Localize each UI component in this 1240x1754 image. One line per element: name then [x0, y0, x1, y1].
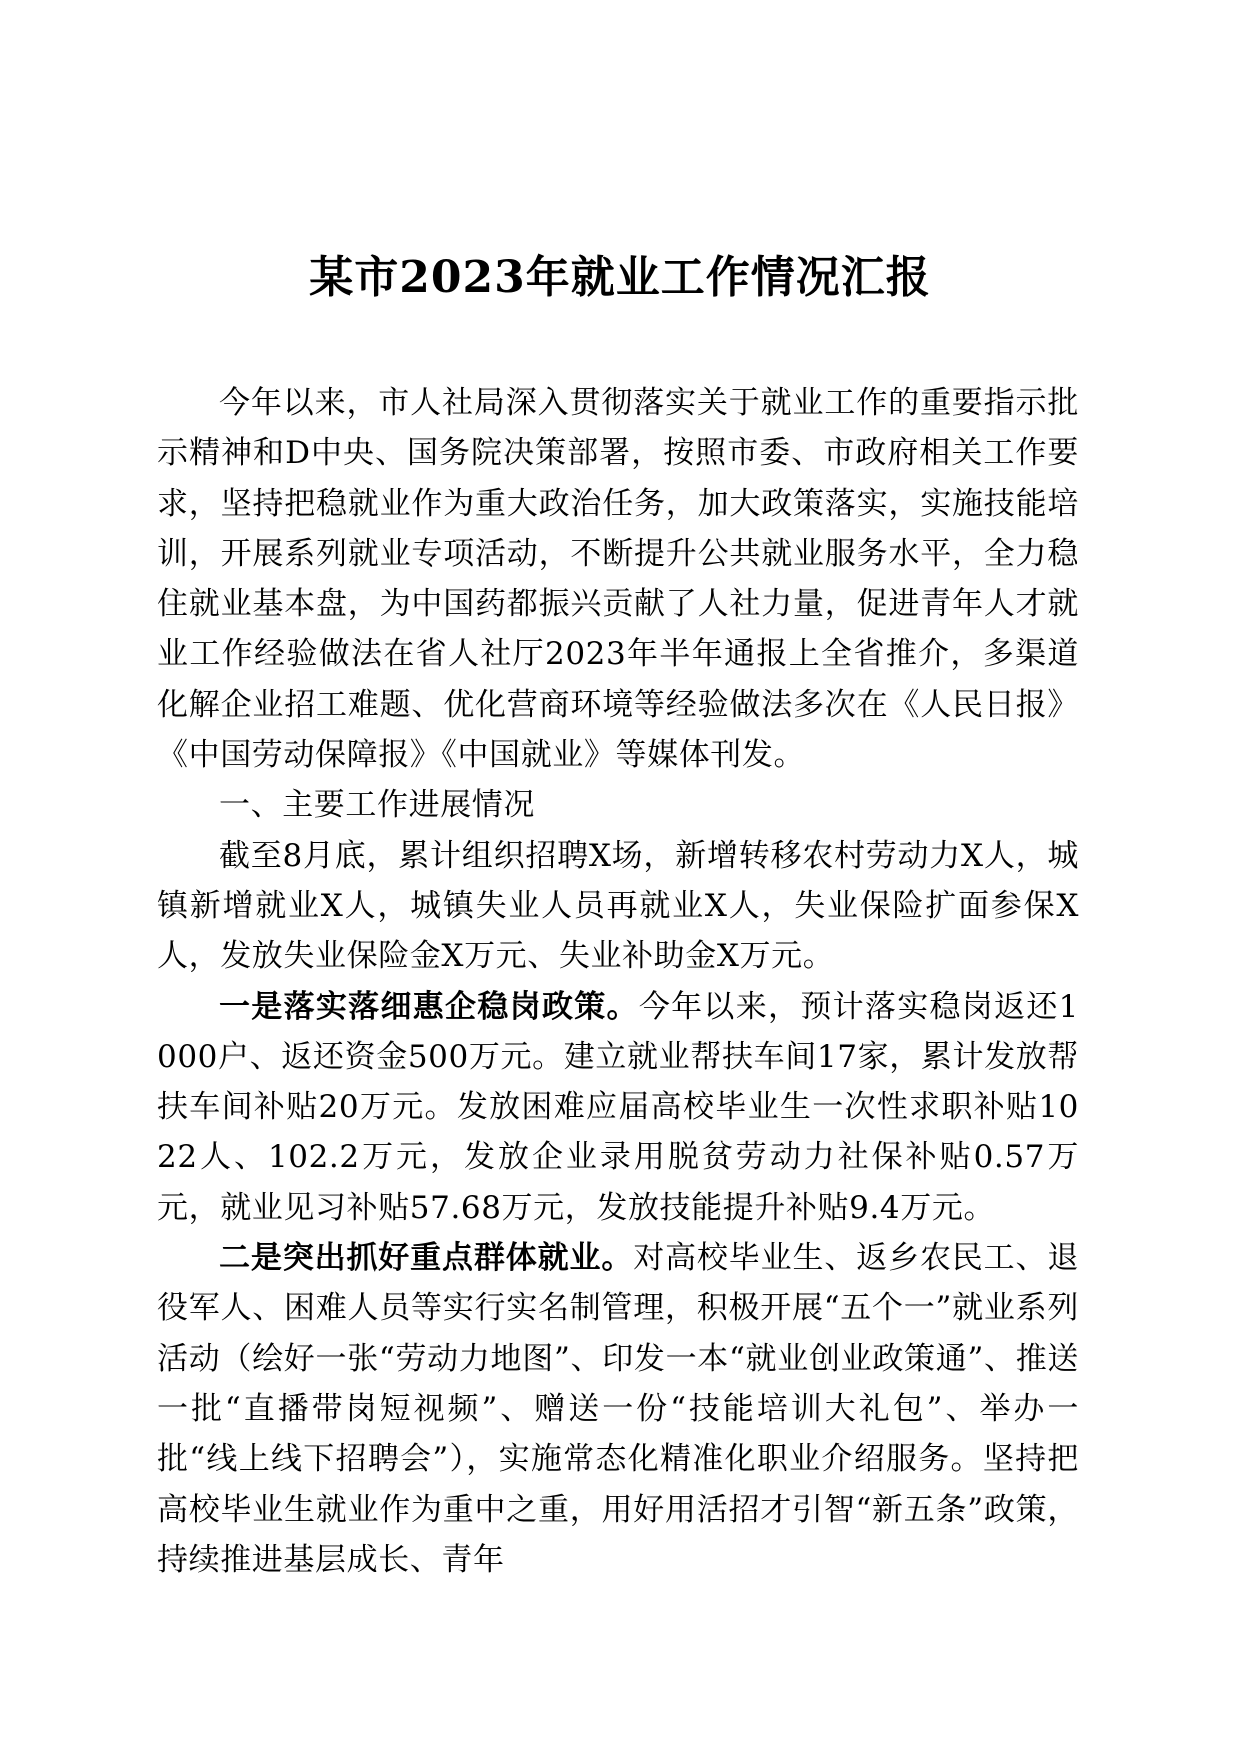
intro-paragraph: 今年以来，市人社局深入贯彻落实关于就业工作的重要指示批示精神和D中央、国务院决策部署，按照市委、市政府相关工作要求，坚持把稳就业作为重大政治任务，加大政策落实，实施技能培训，开展系列就业专项活动，不断提升公共就业服务水平，全力稳住就业基本盘，为中国药都振兴贡献了人社力量，促进青年人才就业工作经验做法在省人社厅2023年半年通报上全省推介，多渠道化解企业招工难题、优化营商环境等经验做法多次在《人民日报》《中国劳动保障报》《中国就业》等媒体刊发。	[157, 385, 1079, 774]
policy-text: 今年以来，预计落实稳岗返还1000户、返还资金500万元。建立就业帮扶车间17家，累计发放帮扶车间补贴20万元。发放困难应届高校毕业生一次性求职补贴1022人、102.2万元，发放企业录用脱贫劳动力社保补贴0.57万元，就业见习补贴57.68万元，发放技能提升补贴9.4万元。	[157, 988, 1079, 1226]
document-body	[157, 378, 1079, 1585]
key-groups-text: 对高校毕业生、返乡农民工、退役军人、困难人员等实行实名制管理，积极开展“五个一”就业系列活动（绘好一张“劳动力地图”、印发一本“就业创业政策通”、推送一批“直播带岗短视频”、赠送一份“技能培训大礼包”、举办一批“线上线下招聘会”），实施常态化精准化职业介绍服务。坚持把高校毕业生就业作为重中之重，用好用活招才引智“新五条”政策，持续推进基层成长、青年	[157, 1240, 1079, 1578]
document-title: 某市2023年就业工作情况汇报	[309, 252, 931, 303]
section-heading-main-progress: 一、主要工作进展情况	[219, 787, 535, 824]
policy-paragraph	[157, 982, 1079, 1233]
key-groups-paragraph	[157, 1233, 1079, 1585]
section-summary-paragraph: 截至8月底，累计组织招聘X场，新增转移农村劳动力X人，城镇新增就业X人，城镇失业人员再就业X人，失业保险扩面参保X人，发放失业保险金X万元、失业补助金X万元。	[157, 837, 1079, 975]
policy-lead: 一是落实落细惠企稳岗政策。	[219, 988, 639, 1025]
key-groups-lead: 二是突出抓好重点群体就业。	[219, 1240, 634, 1277]
